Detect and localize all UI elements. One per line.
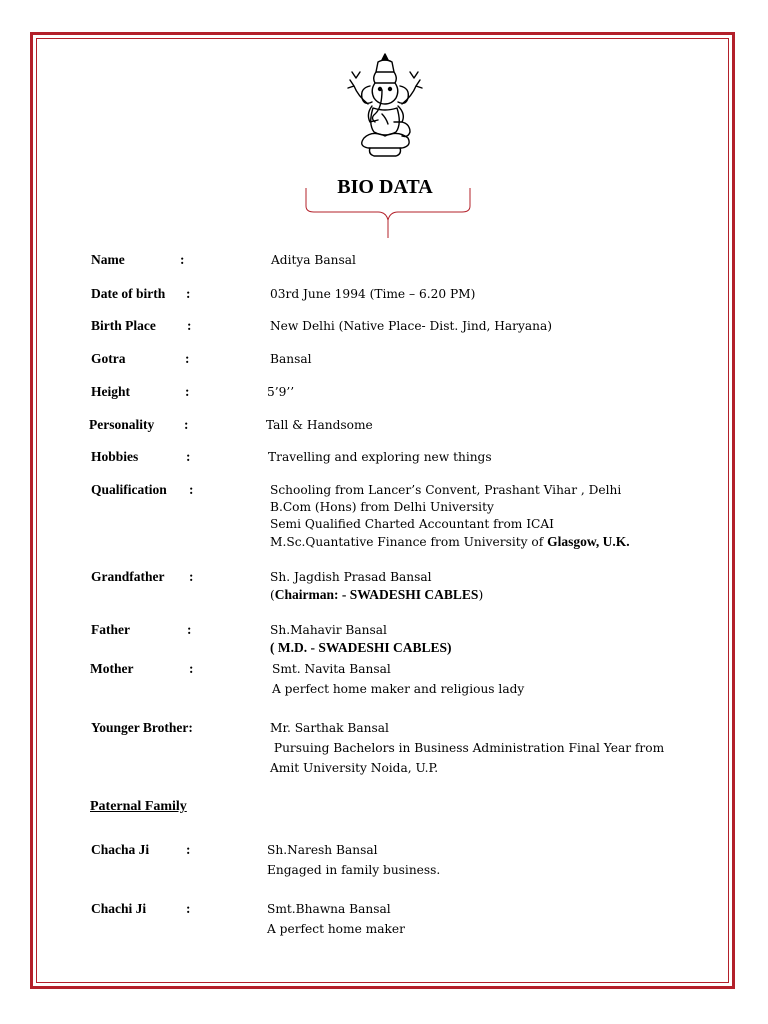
- field-label-younger-brother: Younger Brother:: [91, 720, 193, 735]
- value-line: Amit University Noida, U.P.: [270, 761, 439, 775]
- value-line: Bansal: [270, 352, 312, 366]
- field-label-grandfather: Grandfather: [91, 569, 165, 584]
- curly-brace-icon: [300, 186, 476, 242]
- value-line: [270, 533, 630, 551]
- field-label-qualification: Qualification: [91, 482, 167, 497]
- field-label-mother: Mother: [90, 661, 134, 676]
- value-line: B.Com (Hons) from Delhi University: [270, 500, 494, 514]
- field-colon: :: [185, 384, 190, 399]
- field-label-father: Father: [91, 622, 130, 637]
- value-line: Mr. Sarthak Bansal: [270, 721, 389, 735]
- field-label-hobbies: Hobbies: [91, 449, 139, 464]
- field-colon: :: [186, 286, 191, 301]
- value-emphasis: Glasgow, U.K.: [547, 534, 630, 549]
- field-colon: :: [184, 417, 189, 432]
- value-line: Sh.Naresh Bansal: [267, 843, 378, 857]
- value-emphasis: ( M.D. - SWADESHI CABLES): [270, 640, 452, 655]
- field-colon: :: [187, 622, 192, 637]
- field-label-name: Name: [91, 252, 125, 267]
- field-label-personality: Personality: [89, 417, 155, 432]
- value-line: New Delhi (Native Place- Dist. Jind, Haryana): [270, 319, 553, 333]
- value-line: Semi Qualified Charted Accountant from ICAI: [270, 517, 554, 531]
- ganesha-icon: [342, 50, 428, 160]
- field-colon: :: [185, 351, 190, 366]
- field-value-younger-brother: [270, 720, 664, 777]
- field-label-gotra: Gotra: [91, 351, 126, 366]
- field-colon: :: [180, 252, 185, 267]
- field-value-chachi-ji: [267, 901, 405, 938]
- field-label-chacha-ji: Chacha Ji: [91, 842, 150, 857]
- value-line: Sh.Mahavir Bansal: [270, 623, 387, 637]
- field-colon: :: [189, 661, 194, 676]
- field-value-gotra: [270, 351, 312, 368]
- page-title: BIO DATA: [337, 176, 433, 198]
- field-colon: :: [186, 842, 191, 857]
- value-text: M.Sc.Quantative Finance from University of: [270, 535, 544, 549]
- field-value-personality: [266, 417, 373, 434]
- field-value-height: [267, 384, 294, 401]
- field-colon: :: [189, 482, 194, 497]
- value-line: Smt.Bhawna Bansal: [267, 902, 391, 916]
- field-colon: :: [189, 569, 194, 584]
- value-emphasis: Chairman: - SWADESHI CABLES: [274, 587, 479, 602]
- value-line: Schooling from Lancer’s Convent, Prashant Vihar , Delhi: [270, 483, 622, 497]
- value-line: A perfect home maker: [267, 922, 405, 936]
- field-value-chacha-ji: [267, 842, 440, 879]
- field-label-height: Height: [91, 384, 130, 399]
- field-colon: :: [187, 318, 192, 333]
- value-line: Engaged in family business.: [267, 863, 441, 877]
- field-value-grandfather: [270, 569, 483, 604]
- value-line: Aditya Bansal: [271, 253, 356, 267]
- value-line: 5’9’’: [267, 385, 295, 399]
- field-colon: :: [186, 901, 191, 916]
- field-label-chachi-ji: Chachi Ji: [91, 901, 147, 916]
- field-value-hobbies: [268, 449, 492, 466]
- field-value-mother: [272, 661, 524, 698]
- value-line: Pursuing Bachelors in Business Administration Final Year from: [270, 741, 665, 755]
- field-label-date-of-birth: Date of birth: [91, 286, 166, 301]
- value-line: Sh. Jagdish Prasad Bansal: [270, 570, 432, 584]
- value-line: Tall & Handsome: [266, 418, 373, 432]
- section-heading-paternal-family: Paternal Family: [90, 799, 187, 814]
- value-line: Travelling and exploring new things: [268, 450, 492, 464]
- field-colon: :: [186, 449, 191, 464]
- value-line: Smt. Navita Bansal: [272, 662, 391, 676]
- field-value-date-of-birth: [270, 286, 475, 303]
- field-label-birth-place: Birth Place: [91, 318, 156, 333]
- field-value-father: [270, 622, 452, 656]
- field-value-qualification: [270, 482, 630, 551]
- field-value-name: [271, 252, 356, 269]
- value-line: (Chairman: - SWADESHI CABLES): [270, 587, 484, 602]
- value-line: A perfect home maker and religious lady: [272, 682, 525, 696]
- field-value-birth-place: [270, 318, 552, 335]
- value-line: 03rd June 1994 (Time – 6.20 PM): [270, 287, 476, 301]
